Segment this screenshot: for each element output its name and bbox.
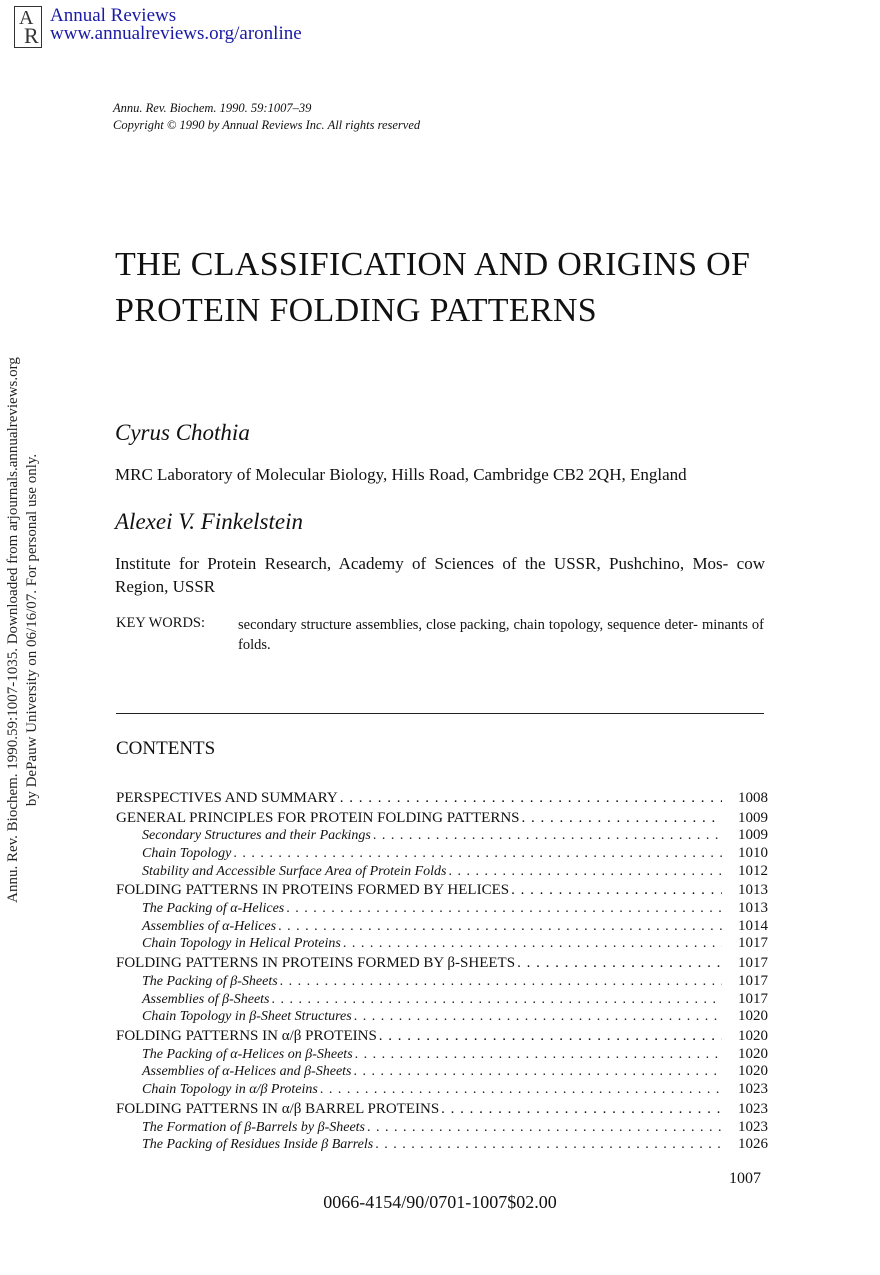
watermark-line-1: Annu. Rev. Biochem. 1990.59:1007-1035. Downloaded from arjournals.annualreviews.org	[5, 357, 21, 903]
toc-entry-title: Chain Topology in β-Sheet Structures	[142, 1009, 352, 1025]
toc-leader-dots	[278, 919, 722, 936]
toc-leader-dots	[340, 789, 722, 808]
toc-leader-dots	[517, 954, 722, 973]
toc-entry-page: 1023	[738, 1118, 768, 1135]
toc-entry-title: Assemblies of α-Helices and β-Sheets	[142, 1064, 352, 1080]
toc-entry-page: 1020	[738, 1063, 768, 1080]
toc-entry-title: Secondary Structures and their Packings	[142, 828, 371, 843]
page-number: 1007	[729, 1170, 761, 1187]
toc-entry[interactable]	[116, 1081, 768, 1099]
keywords-text: secondary structure assemblies, close packing, chain topology, sequence deter- minants of folds.	[238, 617, 764, 653]
toc-entry[interactable]	[116, 1063, 768, 1081]
author-affiliation: MRC Laboratory of Molecular Biology, Hills Road, Cambridge CB2 2QH, England	[115, 465, 687, 484]
toc-entry[interactable]	[116, 808, 768, 828]
toc-entry[interactable]	[116, 863, 768, 881]
toc-entry-page: 1020	[738, 1008, 768, 1025]
toc-entry[interactable]	[116, 1136, 768, 1154]
download-watermark	[4, 320, 42, 940]
toc-leader-dots	[441, 1100, 722, 1119]
logo-letter-r: R	[24, 23, 39, 48]
toc-entry-page: 1023	[738, 1101, 768, 1118]
toc-entry[interactable]	[116, 1008, 768, 1026]
toc-entry-page: 1008	[738, 790, 768, 806]
toc-entry[interactable]	[116, 1046, 768, 1064]
toc-entry-page: 1012	[738, 862, 768, 879]
toc-entry[interactable]	[116, 991, 768, 1009]
toc-leader-dots	[354, 1064, 723, 1081]
toc-leader-dots	[379, 1027, 722, 1046]
toc-entry-title: The Packing of Residues Inside β Barrels	[142, 1137, 374, 1153]
toc-leader-dots	[448, 864, 722, 881]
toc-entry-page: 1014	[738, 917, 768, 934]
toc-leader-dots	[320, 1082, 722, 1099]
toc-entry-title: The Packing of α-Helices	[142, 900, 285, 916]
toc-entry-page: 1010	[738, 844, 768, 861]
toc-entry[interactable]	[116, 1099, 768, 1119]
toc-entry-title: Chain Topology in α/β Proteins	[142, 1082, 318, 1098]
watermark-line-2: by DePauw University on 06/16/07. For personal use only.	[24, 453, 40, 807]
author-affiliation: Institute for Protein Research, Academy of Sciences of the USSR, Pushchino, Mos- cow Region, USSR	[115, 554, 765, 596]
toc-entry-title: Chain Topology in Helical Proteins	[142, 936, 341, 952]
toc-entry-page: 1020	[738, 1028, 768, 1045]
toc-leader-dots	[522, 809, 722, 828]
toc-entry-title: Assemblies of β-Sheets	[142, 991, 270, 1007]
toc-entry-title: FOLDING PATTERNS IN α/β PROTEINS	[116, 1028, 377, 1045]
toc-entry-page: 1017	[738, 990, 768, 1007]
toc-entry[interactable]	[116, 918, 768, 936]
toc-entry-page: 1017	[738, 955, 768, 972]
toc-entry-title: The Formation of β-Barrels by β-Sheets	[142, 1119, 366, 1135]
toc-entry-page: 1009	[738, 809, 768, 826]
toc-leader-dots	[367, 1120, 722, 1137]
toc-entry-page: 1026	[738, 1136, 768, 1153]
toc-leader-dots	[280, 974, 722, 991]
toc-entry[interactable]	[116, 953, 768, 973]
toc-leader-dots	[343, 936, 722, 953]
citation-journal: Annu. Rev. Biochem. 1990. 59:1007–39	[113, 101, 312, 115]
toc-entry[interactable]	[116, 827, 768, 845]
toc-entry-page: 1013	[738, 882, 768, 899]
toc-entry-title: GENERAL PRINCIPLES FOR PROTEIN FOLDING PATTERNS	[116, 809, 520, 826]
toc-leader-dots	[272, 992, 722, 1009]
toc-leader-dots	[286, 901, 722, 918]
toc-entry-title: Assemblies of α-Helices	[142, 918, 277, 934]
toc-entry[interactable]	[116, 1026, 768, 1046]
citation-copyright: Copyright © 1990 by Annual Reviews Inc. All rights reserved	[113, 118, 421, 132]
toc-leader-dots	[373, 828, 722, 845]
toc-entry-title: PERSPECTIVES AND SUMMARY	[116, 790, 338, 806]
toc-entry-title: The Packing of β-Sheets	[142, 973, 278, 989]
toc-entry[interactable]	[116, 973, 768, 991]
toc-entry-title: FOLDING PATTERNS IN α/β BARREL PROTEINS	[116, 1101, 440, 1118]
table-of-contents	[116, 788, 768, 1154]
toc-entry-page: 1023	[738, 1081, 768, 1098]
toc-entry-page: 1013	[738, 899, 768, 916]
citation	[113, 100, 420, 134]
toc-leader-dots	[233, 846, 722, 863]
article-code: 0066-4154/90/0701-1007$02.00	[323, 1192, 557, 1212]
toc-leader-dots	[511, 881, 722, 900]
article-title: THE CLASSIFICATION AND ORIGINS OF PROTEIN FOLDING PATTERNS	[115, 246, 751, 329]
toc-entry[interactable]	[116, 900, 768, 918]
toc-entry-title: Chain Topology	[142, 845, 232, 861]
toc-entry-page: 1017	[738, 935, 768, 952]
toc-entry-title: The Packing of α-Helices on β-Sheets	[142, 1046, 353, 1062]
toc-entry-page: 1009	[738, 827, 768, 843]
keywords-label: KEY WORDS:	[116, 615, 206, 631]
toc-leader-dots	[355, 1047, 722, 1064]
publisher-url[interactable]: www.annualreviews.org/aronline	[50, 23, 302, 44]
toc-entry[interactable]	[116, 935, 768, 953]
toc-entry-page: 1020	[738, 1045, 768, 1062]
toc-entry[interactable]	[116, 845, 768, 863]
section-divider	[116, 713, 764, 714]
author-name: Alexei V. Finkelstein	[115, 509, 303, 534]
toc-entry[interactable]	[116, 788, 768, 808]
toc-entry[interactable]	[116, 880, 768, 900]
publisher-name[interactable]: Annual Reviews	[50, 5, 177, 26]
toc-entry-title: Stability and Accessible Surface Area of Protein Folds	[142, 863, 447, 879]
toc-entry-title: FOLDING PATTERNS IN PROTEINS FORMED BY β-SHEETS	[116, 955, 516, 972]
contents-heading: CONTENTS	[116, 738, 216, 759]
author-name: Cyrus Chothia	[115, 420, 250, 445]
toc-leader-dots	[375, 1137, 722, 1154]
annual-reviews-logo	[14, 6, 42, 48]
toc-entry-title: FOLDING PATTERNS IN PROTEINS FORMED BY HELICES	[116, 882, 510, 899]
toc-leader-dots	[354, 1009, 722, 1026]
toc-entry[interactable]	[116, 1119, 768, 1137]
logo-letter-a: A	[19, 7, 34, 29]
toc-entry-page: 1017	[738, 972, 768, 989]
